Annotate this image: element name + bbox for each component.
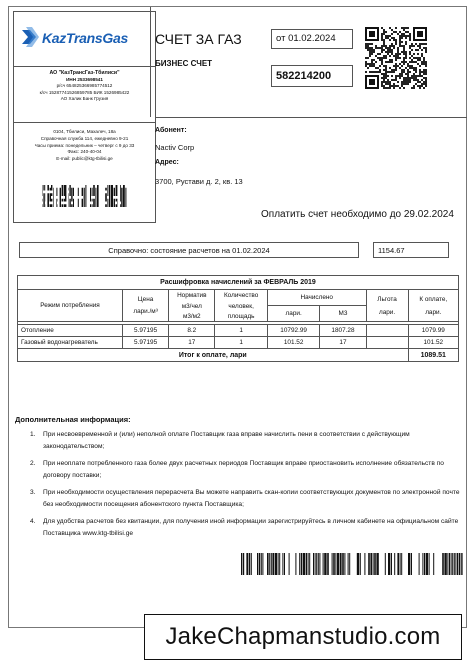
total-value: 1089.51 bbox=[408, 349, 458, 362]
col-charged: Начислено bbox=[267, 290, 366, 306]
additional-info-list bbox=[15, 429, 461, 545]
col-norm bbox=[169, 290, 215, 322]
list-item bbox=[15, 458, 461, 482]
header-divider bbox=[156, 117, 467, 118]
payment-due: Оплатить счет необходимо до 29.02.2024 bbox=[261, 209, 454, 220]
row-qty: 1 bbox=[215, 337, 268, 349]
col-qty-unit1: человек, bbox=[228, 302, 254, 310]
row-price: 5.97195 bbox=[123, 337, 169, 349]
list-item-number: 4. bbox=[30, 518, 36, 525]
row-m3: 1807.28 bbox=[320, 325, 366, 337]
bill-subtitle: БИЗНЕС СЧЕТ bbox=[155, 59, 213, 68]
barcode-small bbox=[41, 185, 127, 207]
account-number: 582214200 bbox=[271, 65, 353, 87]
row-mode: Отопление bbox=[18, 325, 123, 337]
col-to-pay bbox=[408, 290, 458, 322]
watermark-banner: JakeChapmanstudio.com bbox=[144, 614, 462, 660]
table-row bbox=[18, 337, 459, 349]
row-pay: 1079.99 bbox=[408, 325, 458, 337]
col-norm-unit2: м3/м2 bbox=[182, 312, 201, 320]
logo-box bbox=[13, 11, 156, 67]
row-qty: 1 bbox=[215, 325, 268, 337]
list-item bbox=[15, 487, 461, 511]
col-norm-unit1: м3/чел bbox=[181, 302, 202, 310]
row-pay: 101.52 bbox=[408, 337, 458, 349]
row-m3: 17 bbox=[320, 337, 366, 349]
row-benefit bbox=[366, 337, 408, 349]
row-benefit bbox=[366, 325, 408, 337]
list-item-number: 3. bbox=[30, 489, 36, 496]
col-charged-lari: лари. bbox=[267, 306, 320, 322]
list-item-text: Для удобства расчетов без квитанции, для получения иной информации зарегистрируйтесь в личном кабинете на официальном сайте Поставщика www.ktg-tbilisi.ge bbox=[43, 518, 459, 537]
barcode-long bbox=[241, 553, 463, 575]
header-vertical-divider bbox=[150, 7, 151, 117]
col-to-pay-unit: лари. bbox=[425, 308, 442, 316]
col-benefit-label: Льгота bbox=[377, 295, 397, 303]
col-benefit bbox=[366, 290, 408, 322]
row-mode: Газовый водонагреватель bbox=[18, 337, 123, 349]
contact-hours: Часы приема: понедельник – четверг с 9 до 33 bbox=[34, 142, 135, 148]
logo-text: KazTransGas bbox=[42, 30, 128, 46]
contact-email: E-mail: public@ktg-tbilisi.ge bbox=[56, 156, 113, 162]
company-corr-account: к/сч 15287741526859785 БИК 1526985422 bbox=[39, 89, 130, 95]
contact-helpdesk: Справочная служба 114, ежедневно 9-21 bbox=[40, 135, 129, 141]
company-account: р/сч 654825366985774512 bbox=[56, 83, 113, 89]
gas-bill-document bbox=[8, 6, 467, 628]
additional-info-title: Дополнительная информация: bbox=[15, 415, 131, 424]
col-price bbox=[123, 290, 169, 322]
subscriber-address: 3700, Рустави д. 2, кв. 13 bbox=[155, 177, 243, 186]
col-qty-unit2: площадь bbox=[227, 312, 255, 320]
reference-balance-label: Справочно: состояние расчетов на 01.02.2024 bbox=[19, 242, 359, 258]
table-caption-row bbox=[18, 276, 459, 290]
subscriber-name: Nactiv Corp bbox=[155, 143, 195, 152]
company-name: АО "КазТрансГаз-Тбилиси" bbox=[49, 70, 120, 76]
row-norm: 17 bbox=[169, 337, 215, 349]
company-bank: АО Халик Банк Грузия bbox=[60, 96, 109, 102]
row-norm: 8.2 bbox=[169, 325, 215, 337]
col-to-pay-label: К оплате, bbox=[419, 295, 448, 303]
company-requisites bbox=[13, 67, 156, 123]
table-caption: Расшифровка начислений за ФЕВРАЛЬ 2019 bbox=[18, 276, 459, 290]
company-contacts bbox=[13, 123, 156, 223]
row-lari: 101.52 bbox=[267, 337, 320, 349]
table-row bbox=[18, 325, 459, 337]
qr-code bbox=[365, 27, 427, 89]
charges-table bbox=[17, 275, 459, 362]
list-item bbox=[15, 516, 461, 540]
contact-address: 0104, Тбилиси, Махалеч, 18а bbox=[53, 129, 116, 134]
subscriber-label: Абонент: bbox=[155, 127, 187, 134]
row-lari: 10792.99 bbox=[267, 325, 320, 337]
contact-fax: Факс: 240-40-04 bbox=[67, 149, 102, 155]
total-label: Итог к оплате, лари bbox=[18, 349, 409, 362]
list-item-number: 1. bbox=[30, 431, 36, 438]
table-header-row bbox=[18, 290, 459, 306]
list-item-text: При необходимости осуществления перерасчета Вы можете направить скан-копии соответствующих документов по электронной почте без необходимости посещения абонентского пункта Поставщика; bbox=[43, 489, 460, 508]
kaztransgas-logo-icon bbox=[20, 26, 40, 48]
row-price: 5.97195 bbox=[123, 325, 169, 337]
col-price-unit: лари./м³ bbox=[133, 308, 158, 315]
list-item-number: 2. bbox=[30, 460, 36, 467]
col-qty-label: Количество bbox=[223, 291, 259, 299]
company-inn: ИНН 2533698541 bbox=[66, 76, 103, 82]
col-mode: Режим потребления bbox=[18, 290, 123, 322]
col-price-label: Цена bbox=[137, 296, 154, 303]
list-item-text: При неоплате потребленного газа более двух расчетных периодов Поставщик вправе приостановить исполнение обязательств по договору поставки; bbox=[43, 460, 444, 479]
bill-title: СЧЕТ ЗА ГАЗ bbox=[155, 31, 242, 47]
col-qty bbox=[215, 290, 268, 322]
col-norm-label: Норматив bbox=[177, 291, 207, 299]
list-item bbox=[15, 429, 461, 453]
bill-date: от 01.02.2024 bbox=[271, 29, 353, 49]
col-benefit-unit: лари. bbox=[378, 308, 396, 316]
reference-balance-value: 1154.67 bbox=[373, 242, 449, 258]
address-label: Адрес: bbox=[155, 159, 179, 166]
table-total-row bbox=[18, 349, 459, 362]
list-item-text: При несвоевременной и (или) неполной оплате Поставщик газа вправе начислить пени в соответствии с действующим законодательством; bbox=[43, 431, 410, 450]
col-charged-m3: М3 bbox=[320, 306, 366, 322]
